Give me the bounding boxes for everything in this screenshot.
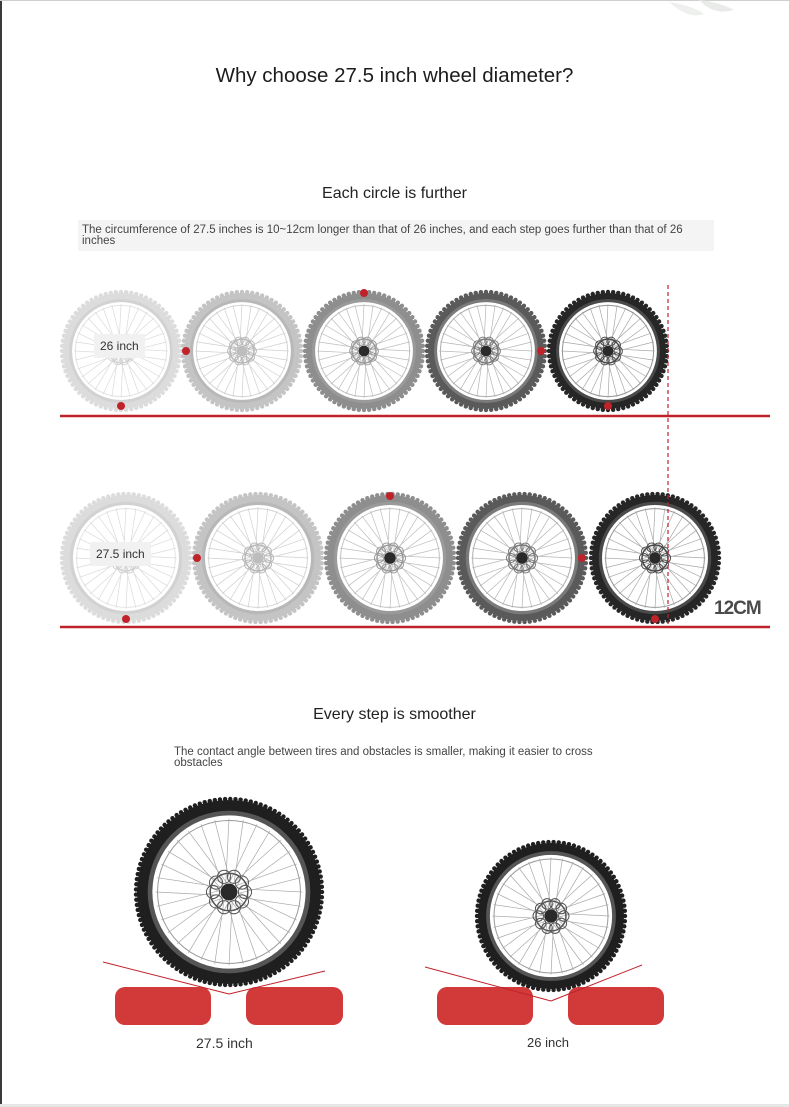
- small-wheel: [475, 840, 627, 992]
- difference-label: 12CM: [714, 598, 761, 619]
- marker-dot: [578, 554, 586, 562]
- row2-wheel-label: 27.5 inch: [90, 542, 151, 566]
- marker-dot: [182, 347, 190, 355]
- big-wheel: [134, 797, 324, 987]
- hub: [649, 552, 661, 564]
- row2-wheel: [324, 492, 456, 624]
- row2-wheel: [589, 492, 721, 624]
- hub: [603, 346, 614, 357]
- hub: [481, 346, 492, 357]
- hub: [252, 552, 264, 564]
- marker-dot: [604, 402, 612, 410]
- row1-wheel: [547, 290, 669, 412]
- marker-dot: [117, 402, 125, 410]
- row1-wheel: [425, 290, 547, 412]
- hub: [384, 552, 396, 564]
- row1-wheel: [181, 290, 303, 412]
- small-wheel-label: 26 inch: [527, 1035, 569, 1050]
- obstacle-block: [568, 987, 664, 1025]
- obstacle-block: [246, 987, 343, 1025]
- hub: [359, 346, 370, 357]
- marker-dot: [193, 554, 201, 562]
- marker-dot: [360, 289, 368, 297]
- marker-dot: [651, 615, 659, 623]
- marker-dot: [386, 492, 394, 500]
- hub: [237, 346, 248, 357]
- big-wheel-label: 27.5 inch: [196, 1035, 253, 1051]
- row2-wheel: [456, 492, 588, 624]
- marker-dot: [122, 615, 130, 623]
- marker-dot: [537, 347, 545, 355]
- page-title: Why choose 27.5 inch wheel diameter?: [215, 64, 574, 87]
- contact-angle-note: The contact angle between tires and obstacles is smaller, making it easier to cross obstacles: [174, 746, 593, 769]
- section-heading-further: Each circle is further: [322, 185, 467, 202]
- circumference-note: The circumference of 27.5 inches is 10~12cm longer than that of 26 inches, and each step goes further than that of 26 inches: [78, 220, 714, 251]
- wheels-group: [60, 285, 770, 1025]
- row1-wheel: [303, 290, 425, 412]
- obstacle-block: [115, 987, 211, 1025]
- row2-wheel: [192, 492, 324, 624]
- hub: [544, 909, 558, 923]
- section-heading-smoother: Every step is smoother: [313, 706, 476, 723]
- row1-wheel-label: 26 inch: [94, 334, 145, 358]
- hub: [516, 552, 528, 564]
- hub: [221, 884, 238, 901]
